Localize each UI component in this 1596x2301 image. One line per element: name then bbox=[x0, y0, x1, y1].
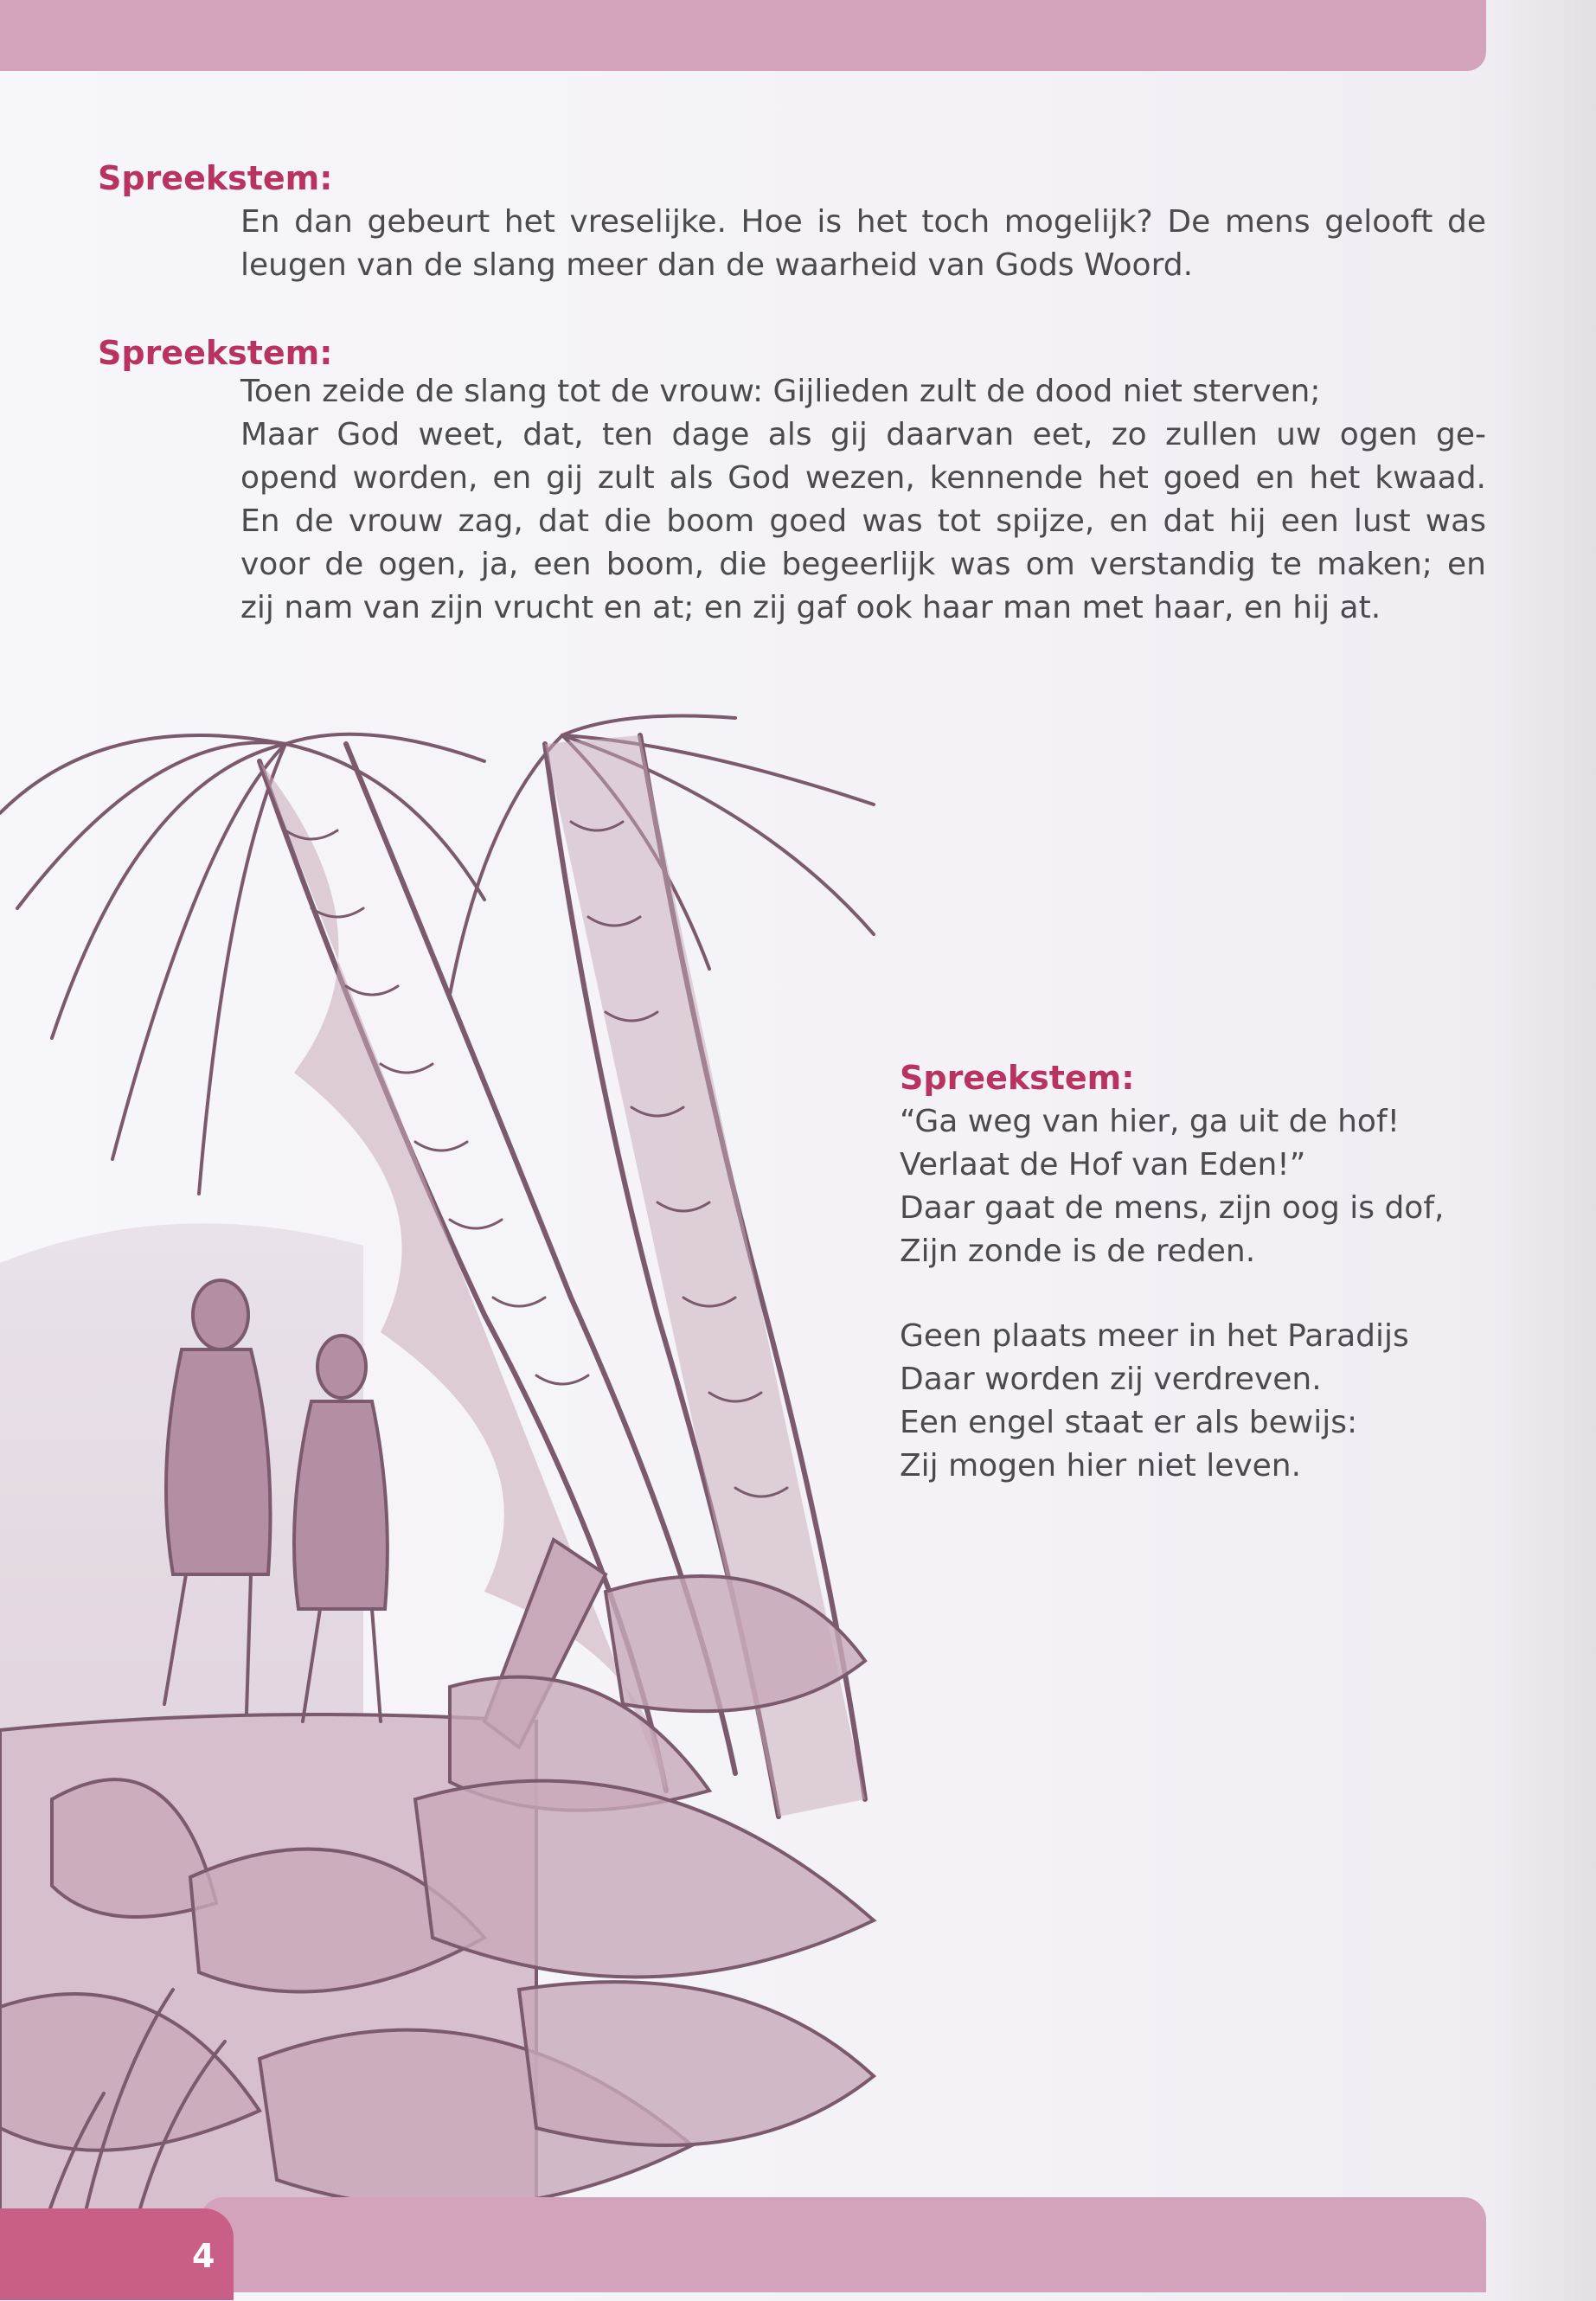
stanza-break bbox=[900, 1273, 1471, 1315]
text-line: En de vrouw zag, dat die boom goed was tot spijze, en dat hij een lust was bbox=[240, 503, 1486, 539]
page-edge-shadow bbox=[1492, 0, 1596, 2301]
page-number: 4 bbox=[192, 2237, 215, 2275]
speaker-label: Spreekstem: bbox=[98, 334, 333, 372]
poem-line: Geen plaats meer in het Paradijs bbox=[900, 1318, 1409, 1354]
speaker-label: Spreekstem: bbox=[900, 1059, 1135, 1097]
text-line: zij nam van zijn vrucht en at; en zij gaf ook haar man met haar, en hij at. bbox=[240, 590, 1381, 625]
speaker-label: Spreekstem: bbox=[98, 159, 333, 197]
scripture-paragraph bbox=[240, 370, 1486, 630]
text-line: Toen zeide de slang tot de vrouw: Gijlieden zult de dood niet sterven; bbox=[240, 374, 1321, 409]
poem bbox=[900, 1100, 1471, 1488]
text-line: voor de ogen, ja, een boom, die begeerlijk was om verstandig te maken; en bbox=[240, 547, 1486, 582]
poem-line: Een engel staat er als bewijs: bbox=[900, 1405, 1358, 1440]
poem-line: Zijn zonde is de reden. bbox=[900, 1234, 1256, 1269]
poem-line: Daar worden zij verdreven. bbox=[900, 1362, 1322, 1397]
narration-paragraph bbox=[240, 201, 1486, 287]
poem-line: Verlaat de Hof van Eden!” bbox=[900, 1147, 1306, 1183]
poem-line: Daar gaat de mens, zijn oog is dof, bbox=[900, 1190, 1445, 1226]
text-line: En dan gebeurt het vreselijke. Hoe is het toch mogelijk? De mens gelooft de bbox=[240, 204, 1486, 240]
garden-of-eden-illustration bbox=[0, 709, 891, 2292]
bottom-decorative-band bbox=[201, 2197, 1486, 2292]
text-line: Maar God weet, dat, ten dage als gij daarvan eet, zo zullen uw ogen ge- bbox=[240, 417, 1486, 452]
text-line: leugen van de slang meer dan de waarheid van Gods Woord. bbox=[240, 247, 1194, 283]
text-line: opend worden, en gij zult als God wezen, kennende het goed en het kwaad. bbox=[240, 460, 1486, 496]
top-decorative-band bbox=[0, 0, 1486, 71]
poem-line: “Ga weg van hier, ga uit de hof! bbox=[900, 1104, 1401, 1139]
poem-line: Zij mogen hier niet leven. bbox=[900, 1448, 1302, 1484]
